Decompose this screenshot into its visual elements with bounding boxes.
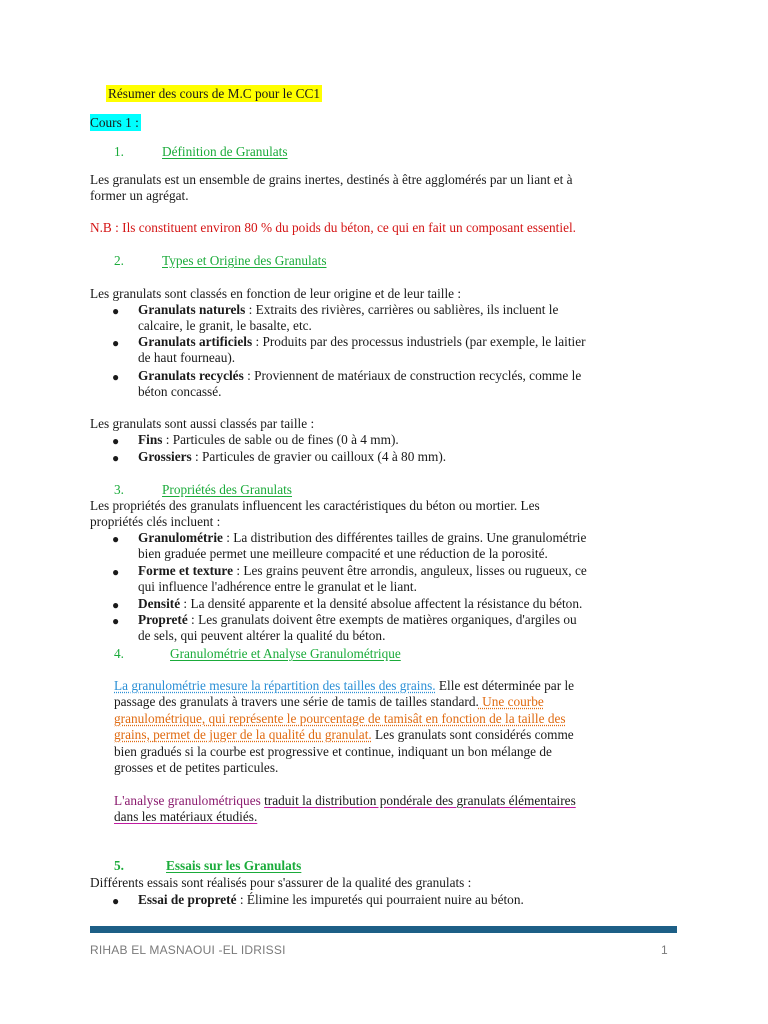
bullet-marker: ● xyxy=(112,614,120,628)
bullet-marker: ● xyxy=(112,598,120,612)
essais-intro: Différents essais sont réalisés pour s'assurer de la qualité des granulats : xyxy=(90,875,472,890)
list-item-cont: béton concassé. xyxy=(138,384,222,399)
bullet-marker: ● xyxy=(112,336,120,350)
footer-author: RIHAB EL MASNAOUI -EL IDRISSI xyxy=(90,943,286,957)
section-2-heading: 2. Types et Origine des Granulats xyxy=(114,253,327,268)
definition-line-2: former un agrégat. xyxy=(90,188,189,203)
section-3-heading: 3. Propriétés des Granulats xyxy=(114,482,292,497)
section-4-heading: 4. Granulométrie et Analyse Granulométrique xyxy=(114,646,401,661)
list-item-cont: bien graduée permet une meilleure compacité et une réduction de la porosité. xyxy=(138,546,548,561)
taille-intro: Les granulats sont aussi classés par taille : xyxy=(90,416,315,431)
list-item-cont: calcaire, le granit, le basalte, etc. xyxy=(138,318,312,333)
list-item: Essai de propreté : Élimine les impuretés qui pourraient nuire au béton. xyxy=(138,892,524,907)
granulo-line-2: passage des granulats à travers une série de tamis de tailles standard. Une courbe xyxy=(114,694,544,709)
granulo-line-5: bien gradués si la courbe est progressive et continue, indiquant un bon mélange de xyxy=(114,744,552,759)
granulo-line-6: grosses et de petites particules. xyxy=(114,760,279,775)
doc-title: Résumer des cours de M.C pour le CC1 xyxy=(108,86,320,101)
section-1-heading: 1. Définition de Granulats xyxy=(114,144,288,159)
bullet-marker: ● xyxy=(112,434,120,448)
list-item-cont: de haut fourneau). xyxy=(138,350,236,365)
definition-line-1: Les granulats est un ensemble de grains inertes, destinés à être agglomérés par un liant et à xyxy=(90,172,573,187)
list-item: Propreté : Les granulats doivent être exempts de matières organiques, d'argiles ou xyxy=(138,612,577,627)
list-item: Densité : La densité apparente et la densité absolue affectent la résistance du béton. xyxy=(138,596,583,611)
bullet-marker: ● xyxy=(112,370,120,384)
page-number: 1 xyxy=(661,943,668,957)
section-5-heading: 5. Essais sur les Granulats xyxy=(114,858,302,873)
list-item: Forme et texture : Les grains peuvent être arrondis, anguleux, lisses ou rugueux, ce xyxy=(138,563,587,578)
list-item: Granulats recyclés : Proviennent de matériaux de construction recyclés, comme le xyxy=(138,368,582,383)
analyse-line-1: L'analyse granulométriques traduit la distribution pondérale des granulats élémentaires xyxy=(114,793,576,808)
list-item-cont: de sels, qui peuvent altérer la qualité du béton. xyxy=(138,628,386,643)
list-item: Fins : Particules de sable ou de fines (0 à 4 mm). xyxy=(138,432,399,447)
properties-intro-1: Les propriétés des granulats influencent les caractéristiques du béton ou mortier. Les xyxy=(90,498,540,513)
bullet-marker: ● xyxy=(112,532,120,546)
analyse-line-2: dans les matériaux étudiés. xyxy=(114,809,258,824)
list-item: Granulats artificiels : Produits par des processus industriels (par exemple, le laitier xyxy=(138,334,586,349)
types-intro: Les granulats sont classés en fonction de leur origine et de leur taille : xyxy=(90,286,462,301)
granulo-line-4: grains, permet de juger de la qualité du granulat. Les granulats sont considérés comme xyxy=(114,727,574,742)
bullet-marker: ● xyxy=(112,304,120,318)
granulo-line-1: La granulométrie mesure la répartition des tailles des grains. Elle est déterminée par le xyxy=(114,678,575,693)
footer-divider xyxy=(90,926,677,933)
granulo-line-3: granulométrique, qui représente le pourcentage de tamisât en fonction de la taille des xyxy=(114,711,566,726)
list-item: Granulométrie : La distribution des différentes tailles de grains. Une granulométrie xyxy=(138,530,587,545)
cours-label: Cours 1 : xyxy=(90,115,139,130)
bullet-marker: ● xyxy=(112,894,120,908)
list-item: Grossiers : Particules de gravier ou cailloux (4 à 80 mm). xyxy=(138,449,447,464)
nb-note: N.B : Ils constituent environ 80 % du poids du béton, ce qui en fait un composant essentiel. xyxy=(90,220,576,235)
bullet-marker: ● xyxy=(112,451,120,465)
properties-intro-2: propriétés clés incluent : xyxy=(90,514,221,529)
bullet-marker: ● xyxy=(112,565,120,579)
list-item-cont: qui influence l'adhérence entre le granulat et le liant. xyxy=(138,579,417,594)
list-item: Granulats naturels : Extraits des rivières, carrières ou sablières, ils incluent le xyxy=(138,302,559,317)
